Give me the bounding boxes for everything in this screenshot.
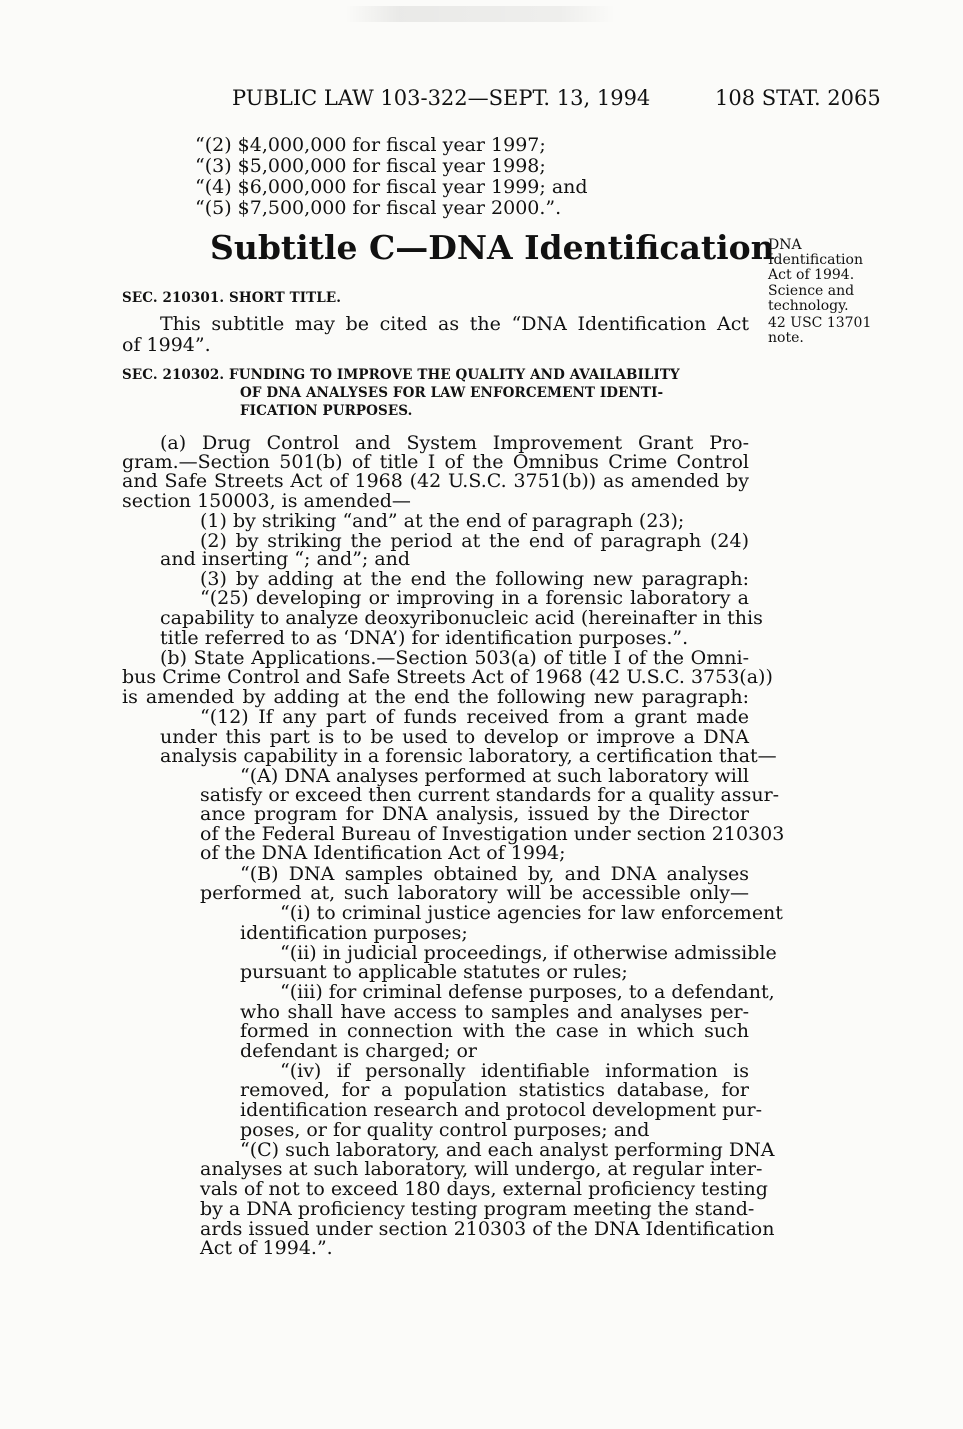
body-line: (1) by striking “and” at the end of paragraph (23);	[200, 510, 685, 532]
body-line: (a) Drug Control and System Improvement Grant Pro-	[160, 432, 749, 454]
margin-note: note.	[768, 330, 804, 346]
funding-item: “(5) $7,500,000 for fiscal year 2000.”.	[195, 197, 562, 219]
body-line: “(12) If any part of funds received from a grant made	[200, 706, 749, 728]
body-line: identification purposes;	[240, 922, 468, 944]
body-line: “(ii) in judicial proceedings, if otherwise admissible	[280, 942, 777, 964]
page-number: 108 STAT. 2065	[715, 86, 881, 110]
body-line: (2) by striking the period at the end of paragraph (24)	[200, 530, 749, 552]
margin-note: 42 USC 13701	[768, 315, 872, 331]
section-heading: OF DNA ANALYSES FOR LAW ENFORCEMENT IDENTI-	[240, 385, 664, 401]
body-line: removed, for a population statistics database, for	[240, 1079, 749, 1101]
body-line: (b) State Applications.—Section 503(a) of title I of the Omni-	[160, 647, 749, 669]
body-line: vals of not to exceed 180 days, external proficiency testing	[200, 1178, 768, 1200]
margin-note: DNA	[768, 237, 802, 253]
body-line: “(i) to criminal justice agencies for law enforcement	[280, 902, 783, 924]
section-heading: FICATION PURPOSES.	[240, 403, 413, 419]
body-line: performed at, such laboratory will be accessible only—	[200, 882, 749, 904]
body-line: “(25) developing or improving in a forensic laboratory a	[200, 587, 749, 609]
body-line: and inserting “; and”; and	[160, 548, 411, 570]
body-line: analysis capability in a forensic laboratory, a certification that—	[160, 745, 777, 767]
margin-note: Identification	[768, 252, 863, 268]
body-line: gram.—Section 501(b) of title I of the Omnibus Crime Control	[122, 451, 749, 473]
body-line: pursuant to applicable statutes or rules;	[240, 961, 628, 983]
body-line: “(iii) for criminal defense purposes, to a defendant,	[280, 981, 775, 1003]
body-line: ance program for DNA analysis, issued by the Director	[200, 803, 749, 825]
body-line: poses, or for quality control purposes; and	[240, 1119, 650, 1141]
body-line: “(C) such laboratory, and each analyst performing DNA	[240, 1139, 775, 1161]
body-line: ards issued under section 210303 of the DNA Identification	[200, 1218, 775, 1240]
body-line: “(iv) if personally identifiable information is	[280, 1060, 749, 1082]
body-line: who shall have access to samples and analyses per-	[240, 1001, 749, 1023]
funding-item: “(2) $4,000,000 for fiscal year 1997;	[195, 134, 546, 156]
margin-note: Act of 1994.	[768, 267, 855, 283]
funding-item: “(3) $5,000,000 for fiscal year 1998;	[195, 155, 546, 177]
body-line: This subtitle may be cited as the “DNA Identification Act	[160, 313, 749, 335]
funding-item: “(4) $6,000,000 for fiscal year 1999; and	[195, 176, 588, 198]
body-line: under this part is to be used to develop or improve a DNA	[160, 726, 749, 748]
body-line: “(B) DNA samples obtained by, and DNA analyses	[240, 863, 749, 885]
body-line: identification research and protocol development pur-	[240, 1099, 763, 1121]
body-line: capability to analyze deoxyribonucleic acid (hereinafter in this	[160, 607, 763, 629]
body-line: satisfy or exceed then current standards for a quality assur-	[200, 784, 780, 806]
body-line: analyses at such laboratory, will undergo, at regular inter-	[200, 1158, 763, 1180]
body-line: and Safe Streets Act of 1968 (42 U.S.C. 3751(b)) as amended by	[122, 470, 749, 492]
scan-smudge	[345, 6, 615, 22]
body-line: of 1994”.	[122, 334, 211, 356]
subtitle-heading: Subtitle C—DNA Identification	[210, 228, 775, 267]
margin-note: technology.	[768, 298, 849, 314]
body-line: defendant is charged; or	[240, 1040, 478, 1062]
body-line: title referred to as ‘DNA’) for identification purposes.”.	[160, 627, 689, 649]
body-line: is amended by adding at the end the following new paragraph:	[122, 686, 749, 708]
section-heading: SEC. 210301. SHORT TITLE.	[122, 290, 342, 306]
body-line: (3) by adding at the end the following new paragraph:	[200, 568, 749, 590]
body-line: formed in connection with the case in which such	[240, 1020, 749, 1042]
body-line: bus Crime Control and Safe Streets Act of 1968 (42 U.S.C. 3753(a))	[122, 666, 773, 688]
body-line: of the DNA Identification Act of 1994;	[200, 842, 566, 864]
body-line: “(A) DNA analyses performed at such laboratory will	[240, 765, 749, 787]
body-line: Act of 1994.”.	[200, 1237, 333, 1259]
section-heading: SEC. 210302. FUNDING TO IMPROVE THE QUALITY AND AVAILABILITY	[122, 367, 680, 383]
body-line: of the Federal Bureau of Investigation under section 210303	[200, 823, 785, 845]
margin-note: Science and	[768, 283, 855, 299]
running-header-left: PUBLIC LAW 103-322—SEPT. 13, 1994	[232, 86, 651, 110]
body-line: by a DNA proficiency testing program meeting the stand-	[200, 1198, 755, 1220]
body-line: section 150003, is amended—	[122, 490, 411, 512]
